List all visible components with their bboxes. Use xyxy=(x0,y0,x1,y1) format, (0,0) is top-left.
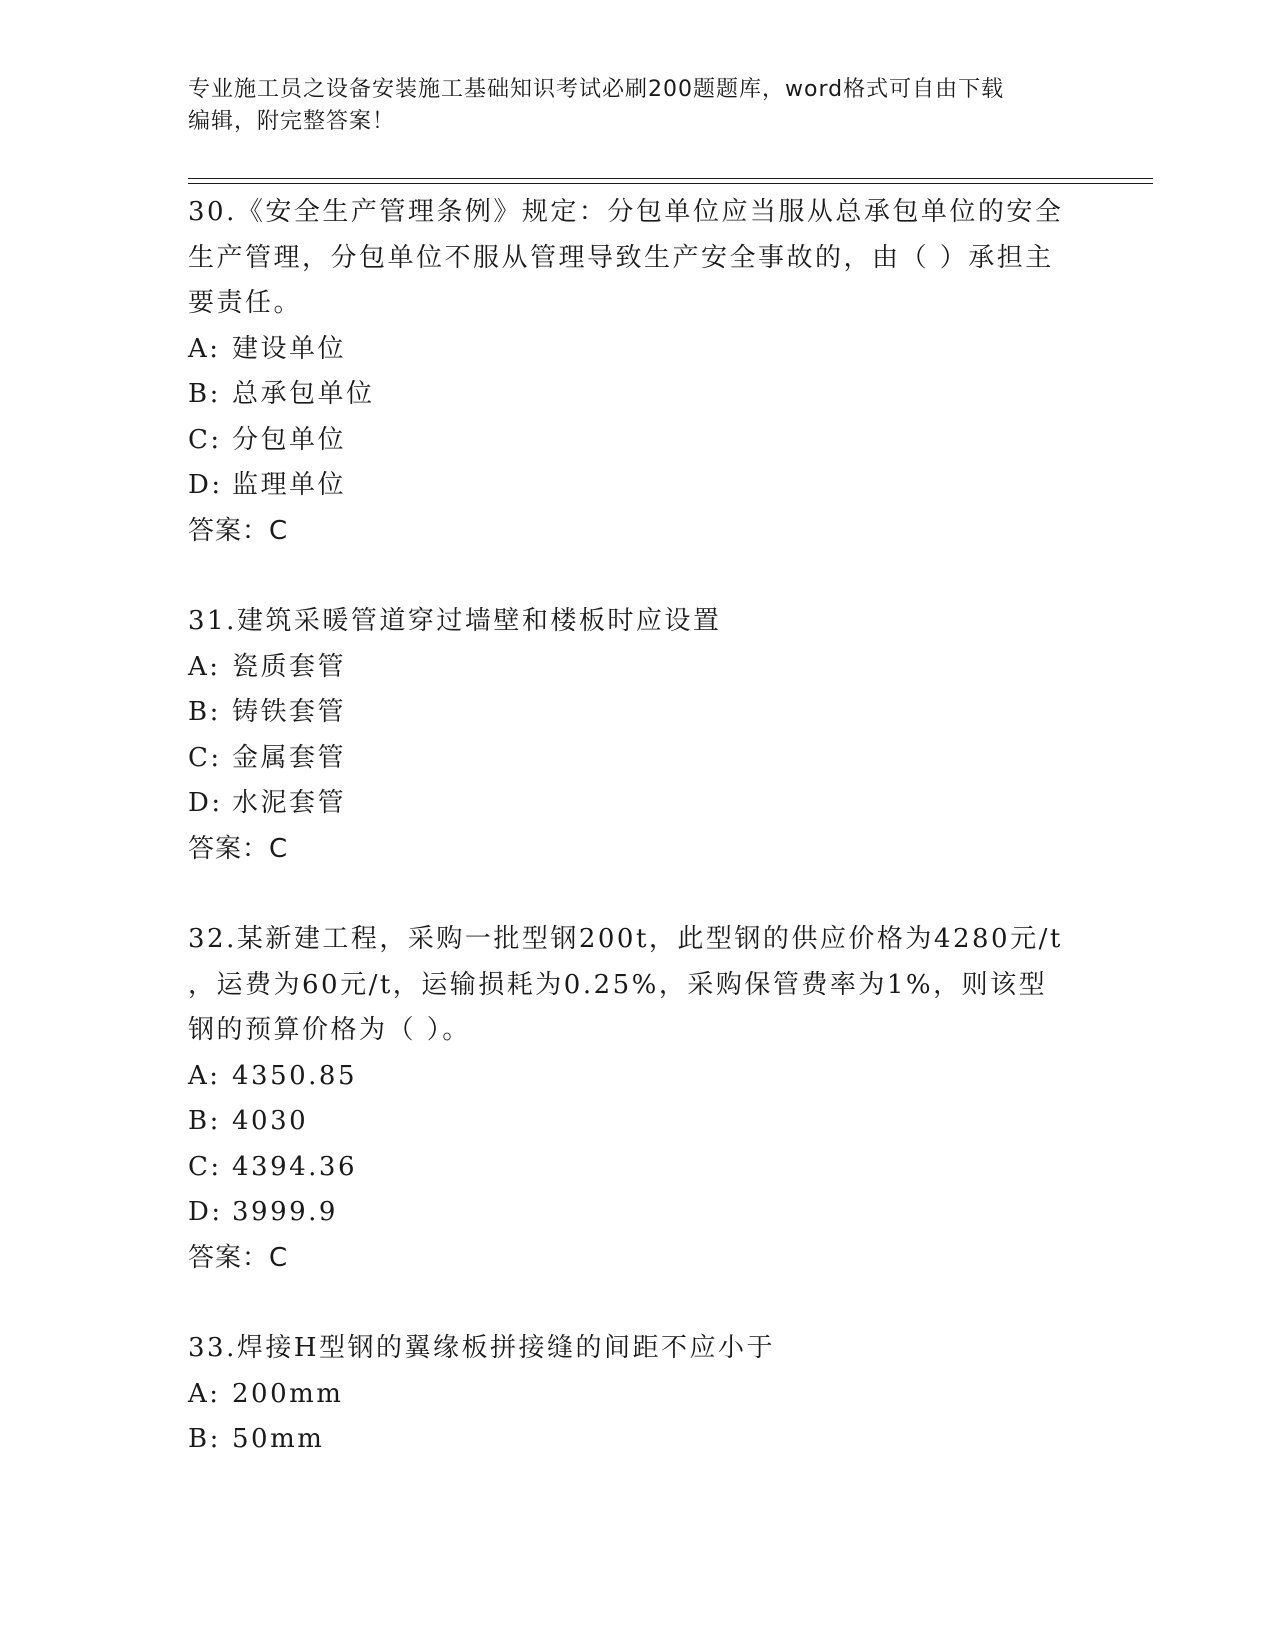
spacer xyxy=(188,1281,1088,1326)
header-title-line-1: 专业施工员之设备安装施工基础知识考试必刷200题题库，word格式可自由下载 xyxy=(188,77,1005,102)
header-divider-top xyxy=(188,178,1153,179)
question-stem-line: 要责任。 xyxy=(188,288,303,318)
option-letter: B: xyxy=(188,697,221,727)
question-stem-line: 生产管理，分包单位不服从管理导致生产安全事故的，由（ ）承担主 xyxy=(188,242,1054,273)
option-c xyxy=(188,736,1088,782)
option-d xyxy=(188,463,1088,509)
option-b xyxy=(188,372,1088,418)
question-stem-line: ，运费为60元/t，运输损耗为0.25%，采购保管费率为1%，则该型 xyxy=(188,969,1048,1000)
question-30 xyxy=(188,190,1088,554)
option-letter: B: xyxy=(188,379,221,409)
option-letter: D: xyxy=(188,470,223,500)
option-text: 建设单位 xyxy=(232,333,347,364)
answer-line: 答案：C xyxy=(188,515,289,546)
option-text: 200mm xyxy=(232,1378,344,1409)
option-letter: A: xyxy=(188,333,221,364)
option-c xyxy=(188,418,1088,464)
option-d xyxy=(188,1190,1088,1236)
option-text: 4350.85 xyxy=(232,1060,358,1091)
option-text: 金属套管 xyxy=(232,742,347,773)
option-letter: C: xyxy=(188,424,222,455)
question-stem-line: 31.建筑采暖管道穿过墙壁和楼板时应设置 xyxy=(188,606,722,636)
option-text: 水泥套管 xyxy=(232,788,347,818)
document-header xyxy=(188,74,1068,138)
option-letter: C: xyxy=(188,1151,222,1182)
answer-line: 答案：C xyxy=(188,833,289,864)
option-text: 4394.36 xyxy=(232,1151,358,1182)
option-letter: A: xyxy=(188,1378,221,1409)
header-title-line-2: 编辑，附完整答案！ xyxy=(188,109,396,134)
option-letter: B: xyxy=(188,1106,221,1136)
option-a xyxy=(188,1054,1088,1100)
option-letter: A: xyxy=(188,1060,221,1091)
answer-line: 答案：C xyxy=(188,1242,289,1273)
question-31 xyxy=(188,599,1088,872)
option-text: 瓷质套管 xyxy=(232,651,347,682)
option-a xyxy=(188,1372,1088,1418)
option-text: 铸铁套管 xyxy=(232,697,347,727)
question-list xyxy=(188,190,1088,1463)
option-text: 总承包单位 xyxy=(232,379,375,409)
option-text: 50mm xyxy=(232,1424,325,1454)
header-divider-bottom xyxy=(188,183,1153,184)
option-letter: A: xyxy=(188,651,221,682)
option-letter: D: xyxy=(188,788,223,818)
option-b xyxy=(188,1099,1088,1145)
option-text: 3999.9 xyxy=(232,1197,338,1227)
option-d xyxy=(188,781,1088,827)
option-letter: B: xyxy=(188,1424,221,1454)
spacer xyxy=(188,554,1088,599)
question-stem-line: 30.《安全生产管理条例》规定：分包单位应当服从总承包单位的安全 xyxy=(188,197,1064,227)
option-text: 分包单位 xyxy=(232,424,347,455)
spacer xyxy=(188,872,1088,917)
question-32 xyxy=(188,917,1088,1281)
question-33 xyxy=(188,1326,1088,1463)
option-b xyxy=(188,690,1088,736)
option-text: 监理单位 xyxy=(232,470,347,500)
option-c xyxy=(188,1145,1088,1191)
option-letter: D: xyxy=(188,1197,223,1227)
question-stem-line: 钢的预算价格为（ ）。 xyxy=(188,1015,471,1045)
option-text: 4030 xyxy=(232,1106,309,1136)
question-stem-line: 32.某新建工程，采购一批型钢200t，此型钢的供应价格为4280元/t xyxy=(188,924,1063,954)
option-a xyxy=(188,645,1088,691)
option-a xyxy=(188,327,1088,373)
option-letter: C: xyxy=(188,742,222,773)
question-stem-line: 33.焊接H型钢的翼缘板拼接缝的间距不应小于 xyxy=(188,1333,776,1363)
option-b xyxy=(188,1417,1088,1463)
